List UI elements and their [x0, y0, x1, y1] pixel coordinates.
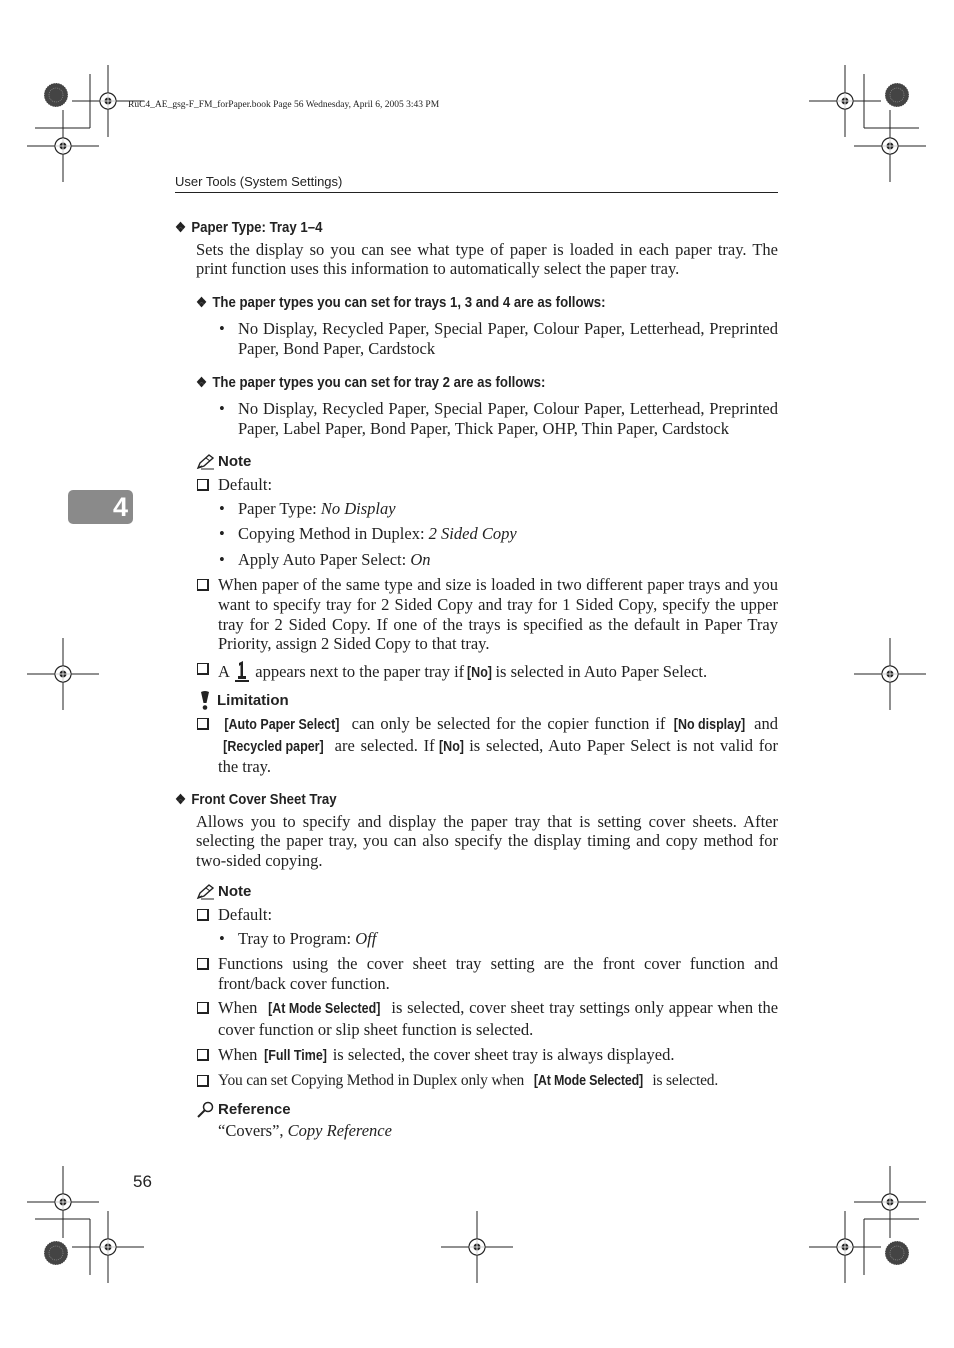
diamond-bullet-icon: ❖ — [196, 293, 208, 310]
chapter-tab: 4 — [68, 490, 133, 524]
subheading-tray-2: ❖ The paper types you can set for tray 2 are as follows: — [196, 373, 546, 391]
paper-type-description: Sets the display so you can see what type of paper is loaded in each paper tray. The print function uses this information to automatically select the paper tray. — [196, 239, 778, 279]
checkbox-bullet-icon — [197, 1049, 209, 1061]
note-item-default: Default: • Tray to Program: Off — [175, 905, 778, 948]
list-item: • No Display, Recycled Paper, Special Paper, Colour Paper, Letterhead, Preprinted Paper, Bond Paper, Cardstock — [175, 319, 778, 358]
checkbox-bullet-icon — [197, 663, 209, 675]
subheading-trays-1-3-4: ❖ The paper types you can set for trays 1, 3 and 4 are as follows: — [196, 293, 606, 311]
note-item-full-time: When [Full Time] is selected, the cover sheet tray is always displayed. — [175, 1045, 778, 1067]
diamond-bullet-icon: ❖ — [175, 791, 187, 808]
limitation-heading: Limitation — [196, 691, 778, 711]
pencil-note-icon — [196, 454, 215, 470]
note-item-cover-functions: Functions using the cover sheet tray setting are the front cover function and front/back cover function. — [175, 954, 778, 993]
running-header: User Tools (System Settings) — [175, 174, 343, 189]
default-item: • Paper Type: No Display — [175, 499, 778, 519]
reference-heading: Reference — [196, 1100, 778, 1120]
note-item-tray-priority: When paper of the same type and size is loaded in two different paper trays and you want to specify tray for 2 Sided Copy and tray for 1 Sided Copy, specify the upper tray for 2 Sided Copy. If one of the trays is specified as the default in Paper Tray Priority, assign 2 Sided Copy to that tray. — [175, 575, 778, 653]
exclamation-icon — [196, 691, 214, 711]
list-item: • No Display, Recycled Paper, Special Paper, Colour Paper, Letterhead, Preprinted Paper, Label Paper, Bond Paper, Thick Paper, OHP, Thin Paper, Cardstock — [175, 399, 778, 438]
default-item: • Copying Method in Duplex: 2 Sided Copy — [175, 524, 778, 544]
section-heading-paper-type: ❖ Paper Type: Tray 1–4 — [175, 219, 323, 236]
print-info-line: RuC4_AE_gsg-F_FM_forPaper.book Page 56 Wednesday, April 6, 2005 3:43 PM — [128, 100, 440, 110]
checkbox-bullet-icon — [197, 579, 209, 591]
pencil-note-icon — [196, 884, 215, 900]
tray-number-icon — [233, 659, 251, 683]
section-heading-front-cover: ❖ Front Cover Sheet Tray — [175, 791, 337, 809]
note-heading: Note — [196, 452, 778, 472]
page-content — [175, 218, 778, 1141]
diamond-bullet-icon: ❖ — [175, 219, 187, 235]
checkbox-bullet-icon — [197, 479, 209, 491]
page-number: 56 — [133, 1172, 152, 1191]
default-item: • Apply Auto Paper Select: On — [175, 550, 778, 570]
diamond-bullet-icon: ❖ — [196, 373, 208, 390]
checkbox-bullet-icon — [197, 958, 209, 970]
note-item-at-mode-selected: When [At Mode Selected] is selected, cover sheet tray settings only appear when the cover function or slip sheet function is selected. — [175, 998, 778, 1039]
note-heading: Note — [196, 882, 778, 902]
checkbox-bullet-icon — [197, 1002, 209, 1014]
note-item-duplex-method: You can set Copying Method in Duplex only when [At Mode Selected] is selected. — [175, 1071, 778, 1092]
checkbox-bullet-icon — [197, 909, 209, 921]
front-cover-description: Allows you to specify and display the paper tray that is setting cover sheets. After selecting the paper tray, you can also specify the display timing and copy method for two-sided copying. — [196, 811, 778, 870]
note-item-default: Default: • Paper Type: No Display • Copying Method in Duplex: 2 Sided Copy • Apply Auto Paper Select: On — [175, 475, 778, 569]
checkbox-bullet-icon — [197, 718, 209, 730]
checkbox-bullet-icon — [197, 1075, 209, 1087]
default-item: • Tray to Program: Off — [175, 929, 778, 949]
limitation-item: [Auto Paper Select] can only be selected for the copier function if [No display] and [Recycled paper] are selected. If [No] is selected, Auto Paper Select is not valid for the tray. — [175, 714, 778, 777]
header-rule — [175, 192, 778, 193]
magnifier-reference-icon — [196, 1101, 215, 1119]
note-item-auto-paper-icon: A appears next to the paper tray if [No] is selected in Auto Paper Select. — [175, 659, 778, 684]
reference-text: “Covers”, Copy Reference — [218, 1121, 392, 1141]
